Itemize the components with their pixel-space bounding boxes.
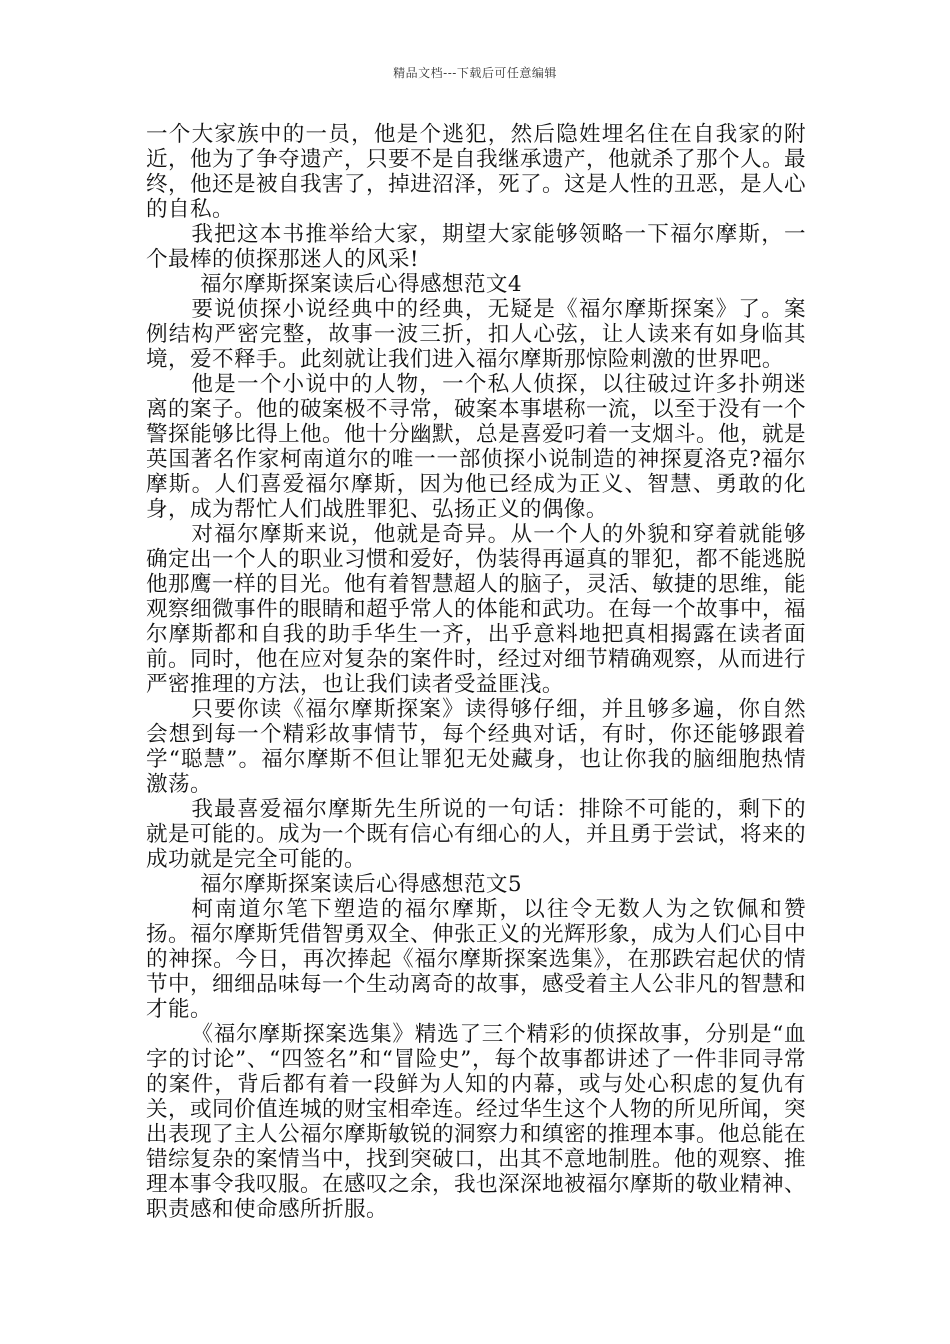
paragraph: 对福尔摩斯来说，他就是奇异。从一个人的外貌和穿着就能够确定出一个人的职业习惯和爱好，伪装得再逼真的罪犯，都不能逃脱他那鹰一样的目光。他有着智慧超人的脑子，灵活、敏捷的思维，能观察细微事件的眼睛和超乎常人的体能和武功。在每一个故事中，福尔摩斯都和自我的助手华生一齐，出乎意料地把真相揭露在读者面前。同时，他在应对复杂的案件时，经过对细节精确观察，从而进行严密推理的方法，也让我们读者受益匪浅。 [146, 522, 806, 697]
paragraph: 只要你读《福尔摩斯探案》读得够仔细，并且够多遍，你自然会想到每一个精彩故事情节，每个经典对话，有时，你还能够跟着学“聪慧”。福尔摩斯不但让罪犯无处藏身，也让你我的脑细胞热情激荡。 [146, 697, 806, 797]
paragraph: 要说侦探小说经典中的经典，无疑是《福尔摩斯探案》了。案例结构严密完整，故事一波三折，扣人心弦，让人读来有如身临其境，爱不释手。此刻就让我们进入福尔摩斯那惊险刺激的世界吧。 [146, 297, 806, 372]
section-heading: 福尔摩斯探案读后心得感想范文4 [200, 272, 523, 297]
paragraph: 他是一个小说中的人物，一个私人侦探，以往破过许多扑朔迷离的案子。他的破案极不寻常，破案本事堪称一流，以至于没有一个警探能够比得上他。他十分幽默，总是喜爱叼着一支烟斗。他，就是英国著名作家柯南道尔的唯一一部侦探小说制造的神探夏洛克?福尔摩斯。人们喜爱福尔摩斯，因为他已经成为正义、智慧、勇敢的化身，成为帮忙人们战胜罪犯、弘扬正义的偶像。 [146, 372, 806, 522]
paragraph: 《福尔摩斯探案选集》精选了三个精彩的侦探故事，分别是“血字的讨论”、“四签名”和“冒险史”，每个故事都讲述了一件非同寻常的案件，背后都有着一段鲜为人知的内幕，或与处心积虑的复仇有关，或同价值连城的财宝相牵连。经过华生这个人物的所见所闻，突出表现了主人公福尔摩斯敏锐的洞察力和缜密的推理本事。他总能在错综复杂的案情当中，找到突破口，出其不意地制胜。他的观察、推理本事令我叹服。在感叹之余，我也深深地被福尔摩斯的敬业精神、职责感和使命感所折服。 [146, 1022, 806, 1222]
paragraph: 我最喜爱福尔摩斯先生所说的一句话：排除不可能的，剩下的就是可能的。成为一个既有信心有细心的人，并且勇于尝试，将来的成功就是完全可能的。 [146, 797, 806, 872]
section-heading: 福尔摩斯探案读后心得感想范文5 [200, 872, 523, 897]
paragraph: 一个大家族中的一员，他是个逃犯，然后隐姓埋名住在自我家的附近，他为了争夺遗产，只要不是自我继承遗产，他就杀了那个人。最终，他还是被自我害了，掉进沼泽，死了。这是人性的丑恶，是人心的自私。 [146, 122, 806, 222]
paragraph: 柯南道尔笔下塑造的福尔摩斯，以往令无数人为之钦佩和赞扬。福尔摩斯凭借智勇双全、伸张正义的光辉形象，成为人们心目中的神探。今日，再次捧起《福尔摩斯探案选集》，在那跌宕起伏的情节中，细细品味每一个生动离奇的故事，感受着主人公非凡的智慧和才能。 [146, 897, 806, 1022]
page-header: 精品文档---下载后可任意编辑 [393, 66, 557, 80]
document-body [146, 122, 806, 1222]
paragraph: 我把这本书推举给大家，期望大家能够领略一下福尔摩斯，一个最棒的侦探那迷人的风采! [146, 222, 806, 272]
